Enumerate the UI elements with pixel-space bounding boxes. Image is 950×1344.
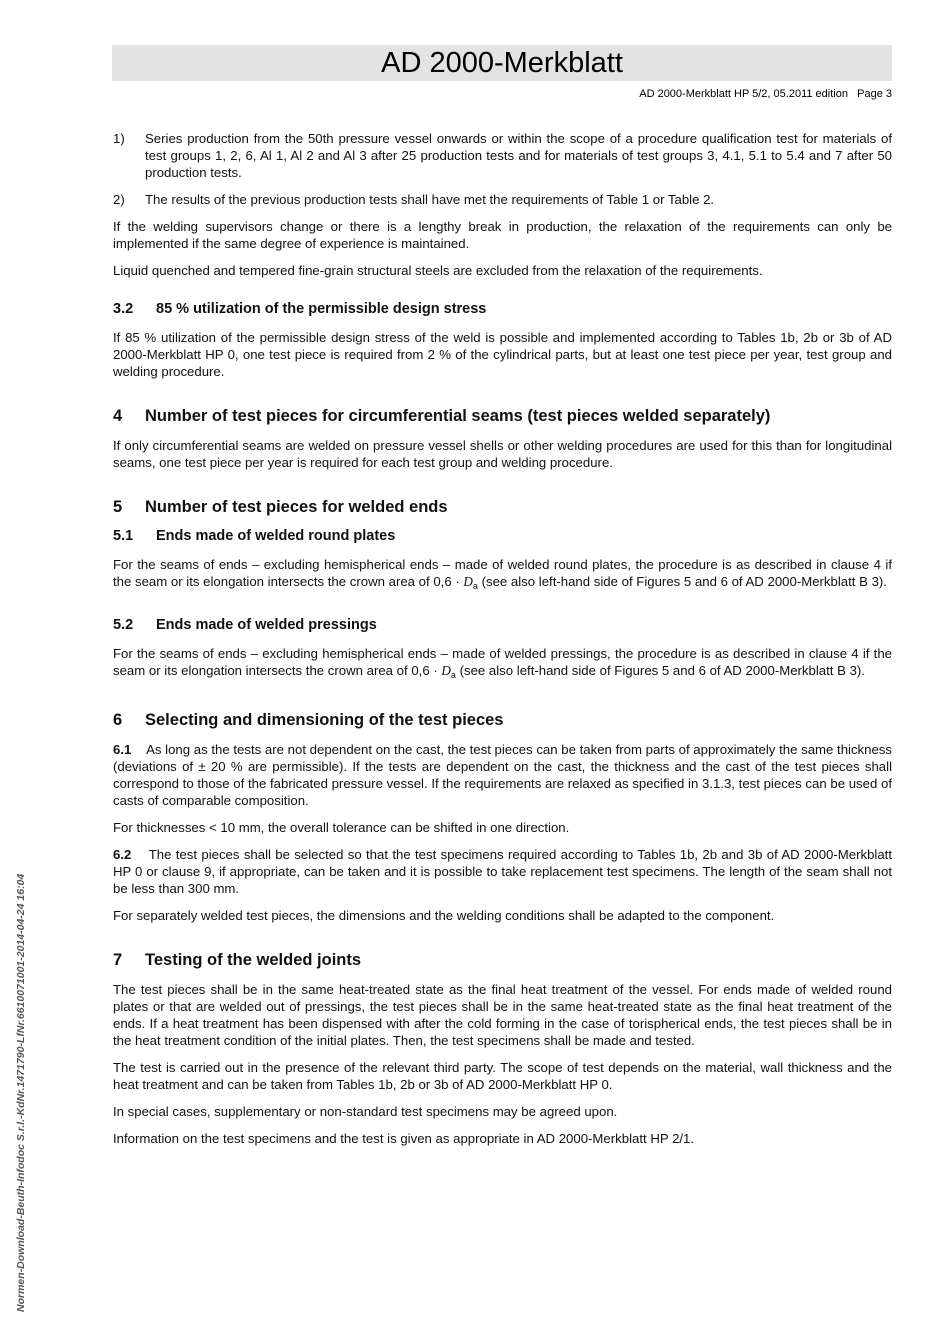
- footnote-text: The results of the previous production tests shall have met the requirements of Table 1 or Table 2.: [145, 192, 715, 207]
- section-heading-6: [113, 712, 892, 729]
- paragraph: For separately welded test pieces, the dimensions and the welding conditions shall be adapted to the component.: [113, 908, 775, 923]
- footnote-number: 2): [113, 192, 125, 207]
- paragraph: The test pieces shall be in the same heat-treated state as the final heat treatment of the vessel. For ends made of welded round plates or that are welded out of pressings, the test pieces shall be in the same heat-treated state as the final heat treatment of the ends. If a heat treatment has been dispensed with after the cold forming in the case of torispherical ends, the test pieces shall be in the heat treatment condition of the initial plates. Then, the test specimens shall be made and tested.: [113, 982, 892, 1048]
- footnote-text: Series production from the 50th pressure vessel onwards or within the scope of a procedure qualification test for materials of test groups 1, 2, 6, Al 1, Al 2 and Al 3 after 25 production tests and for materials of test groups 3, 4.1, 5.1 to 5.4 and 7 after 50 production tests.: [145, 131, 892, 180]
- section-number: 3.2: [113, 301, 134, 317]
- text-run: For the seams of ends – excluding hemispherical ends – made of welded pressings, the procedure is as described in clause 4 if the seam or its elongation intersects the crown area of 0,6 ·: [113, 646, 892, 678]
- section-number: 6: [113, 711, 123, 729]
- math-variable: D: [463, 574, 473, 589]
- paragraph: If the welding supervisors change or there is a lengthy break in production, the relaxation of the requirements can only be implemented if the same degree of experience is maintained.: [113, 219, 892, 251]
- text-run: The test pieces shall be selected so that the test specimens required according to Tables 1b, 2b and 3b of AD 2000-Merkblatt HP 0 or clause 9, if appropriate, can be taken and it is possible to take replacement test specimens. The length of the seam shall not be less than 300 mm.: [113, 847, 892, 896]
- section-number: 4: [113, 407, 123, 425]
- paragraph: [113, 741, 892, 809]
- document-header: [112, 45, 892, 81]
- section-title: Testing of the welded joints: [145, 951, 362, 969]
- edition-line: AD 2000-Merkblatt HP 5/2, 05.2011 edition Page 3: [639, 88, 892, 100]
- section-title: Ends made of welded round plates: [156, 528, 396, 544]
- section-heading-4: [113, 408, 892, 425]
- math-variable: D: [441, 663, 451, 678]
- section-heading-5-1: [113, 528, 892, 545]
- download-watermark: Normen-Download-Beuth-Infodoc S.r.l.-KdNr.1471790-LfNr.6610071001-2014-04-24 16:04: [15, 873, 27, 1312]
- section-number: 5.2: [113, 617, 134, 633]
- section-title: Number of test pieces for circumferential seams (test pieces welded separately): [145, 407, 771, 425]
- paragraph: Liquid quenched and tempered fine-grain structural steels are excluded from the relaxation of the requirements.: [113, 263, 763, 278]
- footnote-2: [113, 191, 892, 208]
- section-title: Ends made of welded pressings: [156, 617, 377, 633]
- section-title: 85 % utilization of the permissible design stress: [156, 301, 487, 317]
- paragraph: Information on the test specimens and the test is given as appropriate in AD 2000-Merkblatt HP 2/1.: [113, 1131, 695, 1146]
- section-title: Number of test pieces for welded ends: [145, 498, 448, 516]
- paragraph: The test is carried out in the presence of the relevant third party. The scope of test depends on the material, wall thickness and the heat treatment and can be taken from Tables 1b, 2b or 3b of AD 2000-Merkblatt HP 0.: [113, 1060, 892, 1092]
- text-run: For the seams of ends – excluding hemispherical ends – made of welded round plates, the procedure is as described in clause 4 if the seam or its elongation intersects the crown area of 0,6 ·: [113, 557, 892, 589]
- clause-number: 6.2: [113, 847, 132, 862]
- section-number: 7: [113, 951, 123, 969]
- section-heading-3-2: [113, 301, 892, 318]
- text-run: (see also left-hand side of Figures 5 and 6 of AD 2000-Merkblatt B 3).: [477, 574, 887, 589]
- paragraph: [113, 846, 892, 897]
- paragraph: If 85 % utilization of the permissible design stress of the weld is possible and implemented according to Tables 1b, 2b or 3b of AD 2000-Merkblatt HP 0, one test piece is required from 2 % of the cylindrical parts, but at least one test piece per year, test group and welding procedure.: [113, 330, 892, 379]
- page-content: [113, 130, 892, 1157]
- clause-number: 6.1: [113, 742, 132, 757]
- section-heading-5: [113, 499, 892, 516]
- section-number: 5: [113, 498, 123, 516]
- section-heading-7: [113, 952, 892, 969]
- section-title: Selecting and dimensioning of the test pieces: [145, 711, 504, 729]
- math-subscript: a: [450, 670, 456, 680]
- text-run: As long as the tests are not dependent on the cast, the test pieces can be taken from parts of approximately the same thickness (deviations of ± 20 % are permissible). If the tests are dependent on the cast, the thickness and the cast of the test pieces shall correspond to those of the fabricated pressure vessel. If the requirements are relaxed as specified in 3.1.3, test pieces can be used of casts of comparable composition.: [113, 742, 892, 808]
- paragraph: In special cases, supplementary or non-standard test specimens may be agreed upon.: [113, 1104, 618, 1119]
- text-run: (see also left-hand side of Figures 5 and 6 of AD 2000-Merkblatt B 3).: [455, 663, 865, 678]
- paragraph: [113, 556, 892, 595]
- section-number: 5.1: [113, 528, 134, 544]
- paragraph: If only circumferential seams are welded on pressure vessel shells or other welding procedures are used for this than for longitudinal seams, one test piece per year is required for each test group and welding procedure.: [113, 438, 892, 470]
- paragraph: [113, 645, 892, 684]
- math-subscript: a: [472, 581, 478, 591]
- footnote-1: [113, 130, 892, 181]
- document-title: AD 2000-Merkblatt: [381, 46, 623, 79]
- paragraph: For thicknesses < 10 mm, the overall tolerance can be shifted in one direction.: [113, 820, 570, 835]
- footnote-number: 1): [113, 131, 125, 146]
- section-heading-5-2: [113, 617, 892, 634]
